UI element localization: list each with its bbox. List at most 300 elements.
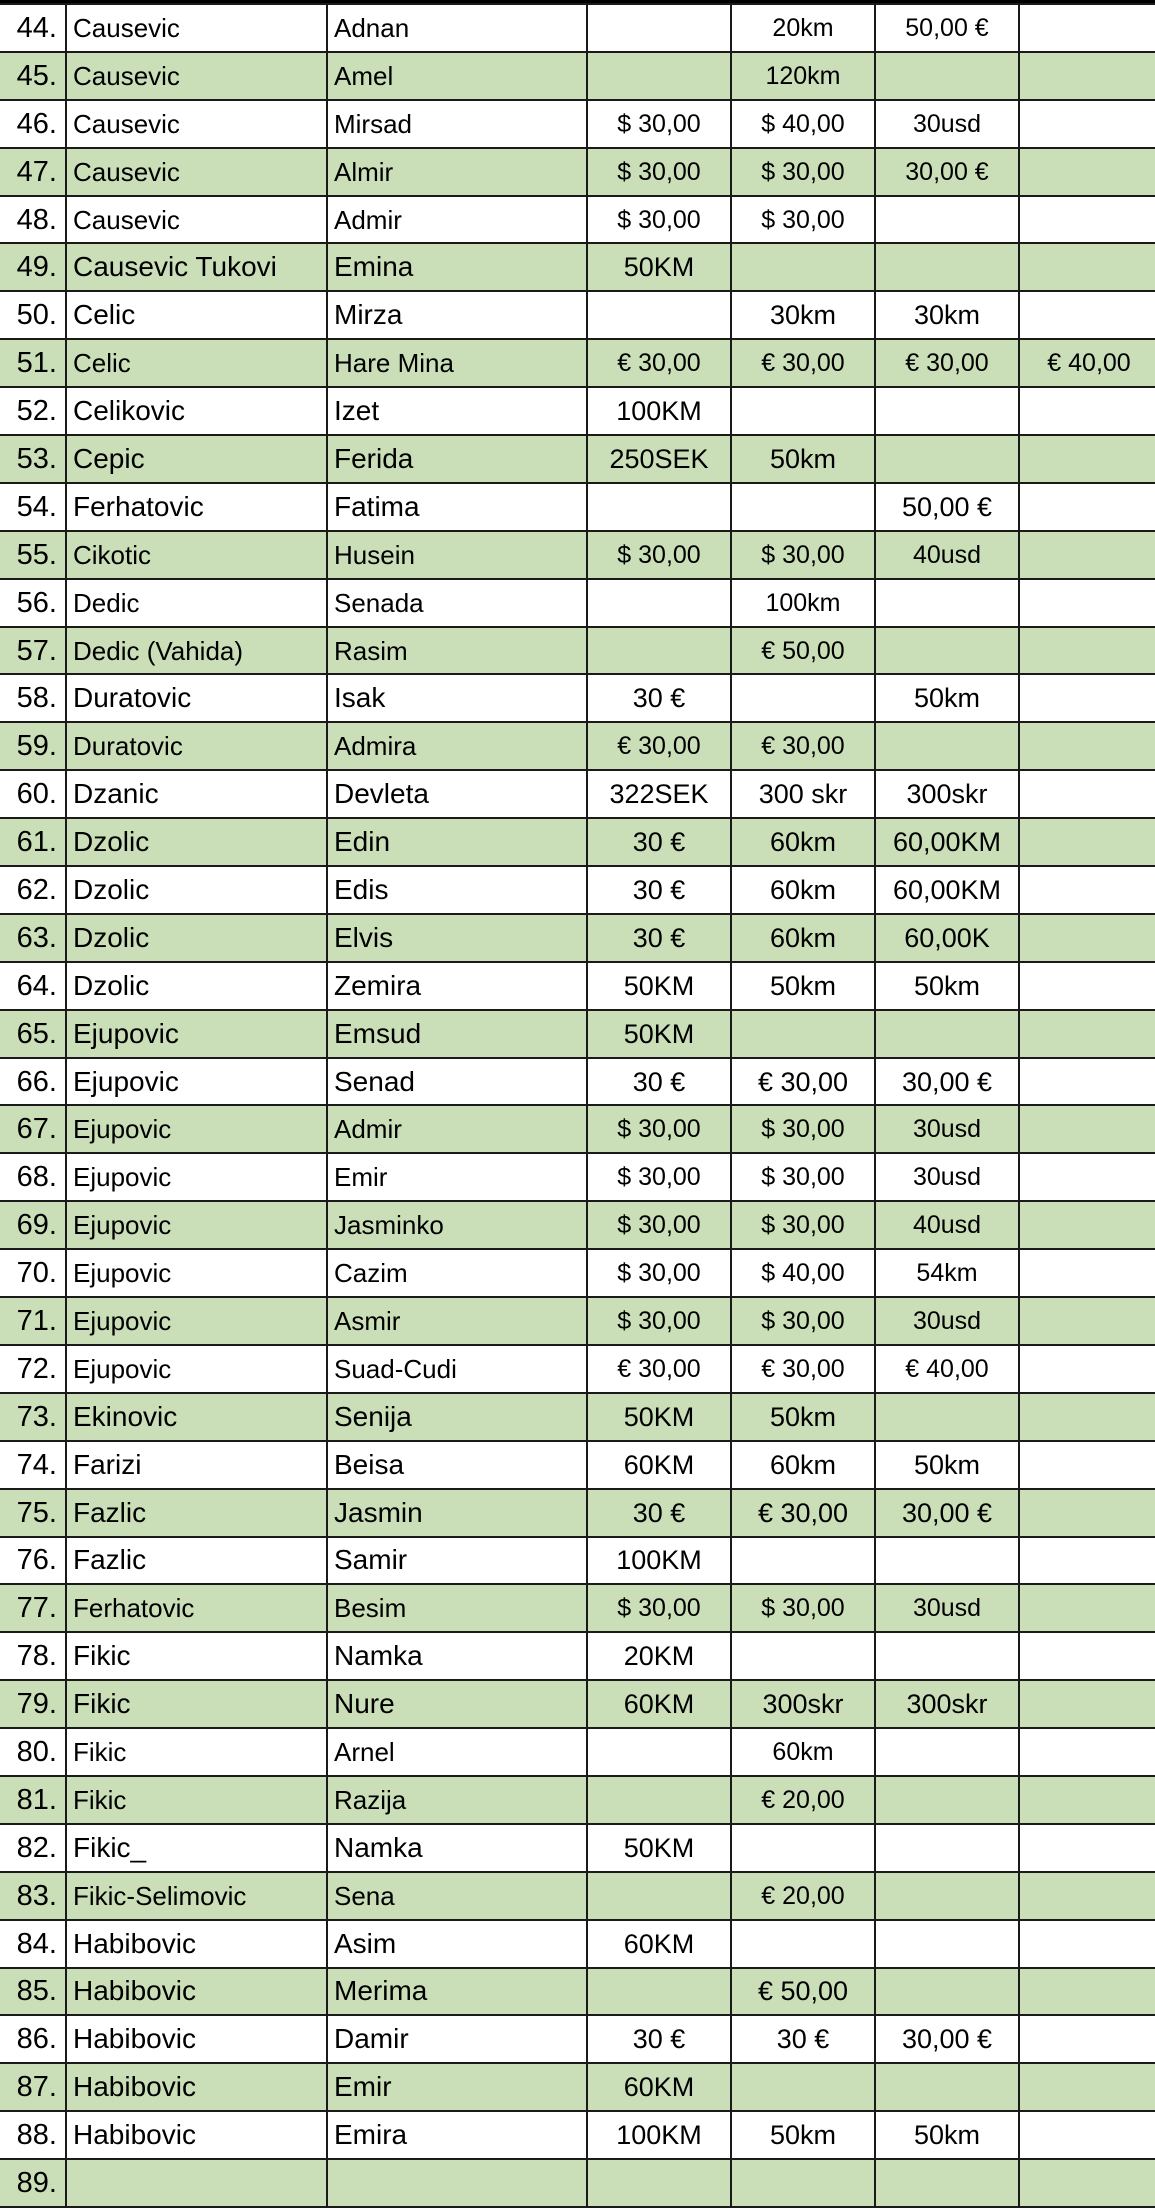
amount-cell-2[interactable]: $ 30,00 [731, 148, 875, 196]
first-name-cell[interactable]: Asim [327, 1920, 587, 1968]
last-name-cell[interactable]: Dedic (Vahida) [66, 627, 327, 675]
row-number-cell[interactable]: 48. [0, 196, 66, 244]
amount-cell-4[interactable] [1019, 148, 1155, 196]
last-name-cell[interactable]: Ejupovic [66, 1345, 327, 1393]
amount-cell-1[interactable]: $ 30,00 [587, 1153, 731, 1201]
first-name-cell[interactable]: Adnan [327, 4, 587, 52]
amount-cell-2[interactable] [731, 674, 875, 722]
amount-cell-4[interactable] [1019, 196, 1155, 244]
first-name-cell[interactable]: Edin [327, 818, 587, 866]
amount-cell-1[interactable]: 60KM [587, 1441, 731, 1489]
first-name-cell[interactable]: Almir [327, 148, 587, 196]
first-name-cell[interactable]: Emsud [327, 1010, 587, 1058]
amount-cell-3[interactable] [875, 243, 1019, 291]
first-name-cell[interactable]: Asmir [327, 1297, 587, 1345]
row-number-cell[interactable]: 81. [0, 1776, 66, 1824]
amount-cell-3[interactable]: 30km [875, 291, 1019, 339]
last-name-cell[interactable]: Dzolic [66, 962, 327, 1010]
last-name-cell[interactable]: Habibovic [66, 2063, 327, 2111]
last-name-cell[interactable]: Fikic [66, 1632, 327, 1680]
amount-cell-1[interactable]: 100KM [587, 2111, 731, 2159]
amount-cell-1[interactable]: 30 € [587, 1058, 731, 1106]
amount-cell-1[interactable] [587, 4, 731, 52]
amount-cell-3[interactable] [875, 1920, 1019, 1968]
amount-cell-1[interactable]: $ 30,00 [587, 531, 731, 579]
row-number-cell[interactable]: 71. [0, 1297, 66, 1345]
amount-cell-2[interactable]: 50km [731, 962, 875, 1010]
last-name-cell[interactable]: Celic [66, 339, 327, 387]
amount-cell-2[interactable]: $ 30,00 [731, 1297, 875, 1345]
amount-cell-4[interactable] [1019, 722, 1155, 770]
last-name-cell[interactable]: Celikovic [66, 387, 327, 435]
amount-cell-1[interactable]: 60KM [587, 2063, 731, 2111]
amount-cell-1[interactable]: $ 30,00 [587, 148, 731, 196]
amount-cell-3[interactable]: 60,00KM [875, 866, 1019, 914]
amount-cell-4[interactable] [1019, 1105, 1155, 1153]
amount-cell-3[interactable] [875, 52, 1019, 100]
first-name-cell[interactable]: Emir [327, 2063, 587, 2111]
amount-cell-2[interactable]: 50km [731, 1393, 875, 1441]
amount-cell-4[interactable] [1019, 1632, 1155, 1680]
amount-cell-4[interactable] [1019, 1249, 1155, 1297]
amount-cell-3[interactable] [875, 1776, 1019, 1824]
row-number-cell[interactable]: 80. [0, 1728, 66, 1776]
first-name-cell[interactable]: Admir [327, 1105, 587, 1153]
last-name-cell[interactable] [66, 2159, 327, 2207]
amount-cell-3[interactable]: 40usd [875, 531, 1019, 579]
amount-cell-2[interactable]: € 50,00 [731, 1968, 875, 2016]
last-name-cell[interactable]: Habibovic [66, 2015, 327, 2063]
last-name-cell[interactable]: Ekinovic [66, 1393, 327, 1441]
amount-cell-1[interactable]: 50KM [587, 243, 731, 291]
amount-cell-3[interactable]: 30usd [875, 1297, 1019, 1345]
first-name-cell[interactable]: Razija [327, 1776, 587, 1824]
amount-cell-2[interactable] [731, 483, 875, 531]
amount-cell-4[interactable] [1019, 291, 1155, 339]
row-number-cell[interactable]: 72. [0, 1345, 66, 1393]
last-name-cell[interactable]: Habibovic [66, 1920, 327, 1968]
last-name-cell[interactable]: Fazlic [66, 1537, 327, 1585]
amount-cell-3[interactable]: 30,00 € [875, 148, 1019, 196]
amount-cell-1[interactable] [587, 1728, 731, 1776]
last-name-cell[interactable]: Ejupovic [66, 1201, 327, 1249]
first-name-cell[interactable]: Besim [327, 1584, 587, 1632]
amount-cell-3[interactable]: 50km [875, 962, 1019, 1010]
amount-cell-4[interactable] [1019, 100, 1155, 148]
row-number-cell[interactable]: 70. [0, 1249, 66, 1297]
amount-cell-4[interactable] [1019, 387, 1155, 435]
first-name-cell[interactable]: Nure [327, 1680, 587, 1728]
amount-cell-2[interactable]: € 30,00 [731, 339, 875, 387]
row-number-cell[interactable]: 63. [0, 914, 66, 962]
amount-cell-4[interactable] [1019, 4, 1155, 52]
first-name-cell[interactable]: Emira [327, 2111, 587, 2159]
amount-cell-1[interactable] [587, 52, 731, 100]
amount-cell-2[interactable]: $ 30,00 [731, 1105, 875, 1153]
amount-cell-1[interactable]: 30 € [587, 674, 731, 722]
amount-cell-3[interactable]: 300skr [875, 1680, 1019, 1728]
row-number-cell[interactable]: 83. [0, 1872, 66, 1920]
amount-cell-1[interactable]: 30 € [587, 2015, 731, 2063]
amount-cell-3[interactable]: 54km [875, 1249, 1019, 1297]
last-name-cell[interactable]: Fikic [66, 1776, 327, 1824]
last-name-cell[interactable]: Ejupovic [66, 1058, 327, 1106]
amount-cell-4[interactable] [1019, 1537, 1155, 1585]
amount-cell-3[interactable] [875, 722, 1019, 770]
amount-cell-3[interactable] [875, 196, 1019, 244]
amount-cell-3[interactable] [875, 1537, 1019, 1585]
row-number-cell[interactable]: 60. [0, 770, 66, 818]
row-number-cell[interactable]: 74. [0, 1441, 66, 1489]
last-name-cell[interactable]: Ejupovic [66, 1153, 327, 1201]
amount-cell-2[interactable]: € 30,00 [731, 1489, 875, 1537]
amount-cell-2[interactable] [731, 2063, 875, 2111]
first-name-cell[interactable]: Suad-Cudi [327, 1345, 587, 1393]
amount-cell-1[interactable]: 100KM [587, 387, 731, 435]
first-name-cell[interactable]: Rasim [327, 627, 587, 675]
amount-cell-4[interactable] [1019, 1824, 1155, 1872]
amount-cell-2[interactable] [731, 243, 875, 291]
last-name-cell[interactable]: Causevic [66, 148, 327, 196]
amount-cell-1[interactable]: 50KM [587, 1393, 731, 1441]
amount-cell-4[interactable] [1019, 1058, 1155, 1106]
amount-cell-4[interactable] [1019, 770, 1155, 818]
amount-cell-4[interactable] [1019, 818, 1155, 866]
row-number-cell[interactable]: 49. [0, 243, 66, 291]
amount-cell-2[interactable]: 120km [731, 52, 875, 100]
amount-cell-2[interactable] [731, 1537, 875, 1585]
amount-cell-2[interactable]: $ 40,00 [731, 100, 875, 148]
row-number-cell[interactable]: 59. [0, 722, 66, 770]
last-name-cell[interactable]: Fazlic [66, 1489, 327, 1537]
amount-cell-2[interactable]: 60km [731, 866, 875, 914]
amount-cell-1[interactable]: 30 € [587, 1489, 731, 1537]
amount-cell-4[interactable] [1019, 1776, 1155, 1824]
row-number-cell[interactable]: 52. [0, 387, 66, 435]
first-name-cell[interactable]: Emina [327, 243, 587, 291]
amount-cell-2[interactable]: € 30,00 [731, 722, 875, 770]
amount-cell-2[interactable]: $ 40,00 [731, 1249, 875, 1297]
amount-cell-3[interactable]: 30usd [875, 100, 1019, 148]
amount-cell-3[interactable]: 50km [875, 2111, 1019, 2159]
first-name-cell[interactable]: Isak [327, 674, 587, 722]
amount-cell-1[interactable] [587, 579, 731, 627]
amount-cell-1[interactable]: 50KM [587, 962, 731, 1010]
first-name-cell[interactable]: Hare Mina [327, 339, 587, 387]
amount-cell-1[interactable]: 100KM [587, 1537, 731, 1585]
amount-cell-2[interactable]: 50km [731, 435, 875, 483]
amount-cell-1[interactable]: 50KM [587, 1010, 731, 1058]
amount-cell-2[interactable]: 60km [731, 914, 875, 962]
first-name-cell[interactable]: Mirza [327, 291, 587, 339]
row-number-cell[interactable]: 73. [0, 1393, 66, 1441]
amount-cell-3[interactable]: € 40,00 [875, 1345, 1019, 1393]
first-name-cell[interactable]: Sena [327, 1872, 587, 1920]
amount-cell-1[interactable]: $ 30,00 [587, 1105, 731, 1153]
amount-cell-2[interactable]: $ 30,00 [731, 1153, 875, 1201]
row-number-cell[interactable]: 54. [0, 483, 66, 531]
amount-cell-2[interactable] [731, 1632, 875, 1680]
amount-cell-1[interactable]: € 30,00 [587, 1345, 731, 1393]
first-name-cell[interactable]: Admir [327, 196, 587, 244]
amount-cell-4[interactable] [1019, 2159, 1155, 2207]
amount-cell-3[interactable]: 40usd [875, 1201, 1019, 1249]
last-name-cell[interactable]: Dzolic [66, 866, 327, 914]
amount-cell-3[interactable]: 30,00 € [875, 1489, 1019, 1537]
row-number-cell[interactable]: 56. [0, 579, 66, 627]
last-name-cell[interactable]: Ejupovic [66, 1010, 327, 1058]
amount-cell-3[interactable]: 60,00KM [875, 818, 1019, 866]
first-name-cell[interactable]: Husein [327, 531, 587, 579]
first-name-cell[interactable]: Admira [327, 722, 587, 770]
row-number-cell[interactable]: 55. [0, 531, 66, 579]
amount-cell-4[interactable] [1019, 866, 1155, 914]
first-name-cell[interactable]: Izet [327, 387, 587, 435]
row-number-cell[interactable]: 88. [0, 2111, 66, 2159]
amount-cell-4[interactable] [1019, 627, 1155, 675]
amount-cell-4[interactable] [1019, 1680, 1155, 1728]
amount-cell-2[interactable] [731, 1824, 875, 1872]
amount-cell-3[interactable]: 30usd [875, 1153, 1019, 1201]
row-number-cell[interactable]: 58. [0, 674, 66, 722]
row-number-cell[interactable]: 50. [0, 291, 66, 339]
last-name-cell[interactable]: Duratovic [66, 674, 327, 722]
last-name-cell[interactable]: Fikic [66, 1728, 327, 1776]
last-name-cell[interactable]: Cepic [66, 435, 327, 483]
amount-cell-4[interactable] [1019, 1968, 1155, 2016]
amount-cell-2[interactable]: 60km [731, 1441, 875, 1489]
row-number-cell[interactable]: 62. [0, 866, 66, 914]
amount-cell-2[interactable] [731, 1010, 875, 1058]
last-name-cell[interactable]: Cikotic [66, 531, 327, 579]
row-number-cell[interactable]: 64. [0, 962, 66, 1010]
row-number-cell[interactable]: 69. [0, 1201, 66, 1249]
amount-cell-3[interactable]: 50,00 € [875, 483, 1019, 531]
amount-cell-3[interactable]: € 30,00 [875, 339, 1019, 387]
row-number-cell[interactable]: 44. [0, 4, 66, 52]
amount-cell-1[interactable]: $ 30,00 [587, 1201, 731, 1249]
amount-cell-3[interactable]: 30,00 € [875, 2015, 1019, 2063]
amount-cell-3[interactable] [875, 1393, 1019, 1441]
amount-cell-1[interactable]: 60KM [587, 1920, 731, 1968]
first-name-cell[interactable]: Damir [327, 2015, 587, 2063]
last-name-cell[interactable]: Dedic [66, 579, 327, 627]
amount-cell-1[interactable] [587, 1968, 731, 2016]
first-name-cell[interactable]: Samir [327, 1537, 587, 1585]
amount-cell-4[interactable] [1019, 1584, 1155, 1632]
amount-cell-1[interactable]: 322SEK [587, 770, 731, 818]
amount-cell-4[interactable] [1019, 2015, 1155, 2063]
amount-cell-4[interactable] [1019, 1441, 1155, 1489]
amount-cell-4[interactable] [1019, 483, 1155, 531]
last-name-cell[interactable]: Ejupovic [66, 1105, 327, 1153]
amount-cell-4[interactable] [1019, 2063, 1155, 2111]
last-name-cell[interactable]: Causevic [66, 100, 327, 148]
last-name-cell[interactable]: Fikic-Selimovic [66, 1872, 327, 1920]
amount-cell-3[interactable]: 30usd [875, 1584, 1019, 1632]
last-name-cell[interactable]: Celic [66, 291, 327, 339]
first-name-cell[interactable]: Merima [327, 1968, 587, 2016]
first-name-cell[interactable]: Senad [327, 1058, 587, 1106]
amount-cell-2[interactable]: $ 30,00 [731, 1584, 875, 1632]
first-name-cell[interactable]: Emir [327, 1153, 587, 1201]
amount-cell-4[interactable] [1019, 1010, 1155, 1058]
amount-cell-4[interactable] [1019, 1489, 1155, 1537]
row-number-cell[interactable]: 66. [0, 1058, 66, 1106]
row-number-cell[interactable]: 67. [0, 1105, 66, 1153]
amount-cell-1[interactable]: $ 30,00 [587, 1584, 731, 1632]
amount-cell-2[interactable] [731, 2159, 875, 2207]
amount-cell-3[interactable]: 300skr [875, 770, 1019, 818]
last-name-cell[interactable]: Causevic Tukovi [66, 243, 327, 291]
row-number-cell[interactable]: 89. [0, 2159, 66, 2207]
row-number-cell[interactable]: 77. [0, 1584, 66, 1632]
amount-cell-3[interactable] [875, 627, 1019, 675]
amount-cell-1[interactable]: $ 30,00 [587, 1297, 731, 1345]
amount-cell-4[interactable] [1019, 2111, 1155, 2159]
last-name-cell[interactable]: Duratovic [66, 722, 327, 770]
first-name-cell[interactable]: Mirsad [327, 100, 587, 148]
row-number-cell[interactable]: 78. [0, 1632, 66, 1680]
amount-cell-3[interactable]: 60,00K [875, 914, 1019, 962]
amount-cell-3[interactable] [875, 435, 1019, 483]
amount-cell-4[interactable] [1019, 1728, 1155, 1776]
row-number-cell[interactable]: 65. [0, 1010, 66, 1058]
amount-cell-3[interactable]: 50,00 € [875, 4, 1019, 52]
amount-cell-1[interactable]: $ 30,00 [587, 1249, 731, 1297]
amount-cell-1[interactable]: € 30,00 [587, 339, 731, 387]
row-number-cell[interactable]: 61. [0, 818, 66, 866]
amount-cell-2[interactable] [731, 387, 875, 435]
amount-cell-2[interactable]: 30 € [731, 2015, 875, 2063]
first-name-cell[interactable]: Arnel [327, 1728, 587, 1776]
amount-cell-4[interactable] [1019, 435, 1155, 483]
amount-cell-3[interactable] [875, 1632, 1019, 1680]
first-name-cell[interactable]: Senija [327, 1393, 587, 1441]
amount-cell-3[interactable] [875, 1968, 1019, 2016]
row-number-cell[interactable]: 46. [0, 100, 66, 148]
amount-cell-1[interactable]: 30 € [587, 914, 731, 962]
last-name-cell[interactable]: Ejupovic [66, 1249, 327, 1297]
amount-cell-1[interactable]: 30 € [587, 818, 731, 866]
amount-cell-2[interactable]: 60km [731, 1728, 875, 1776]
last-name-cell[interactable]: Ferhatovic [66, 1584, 327, 1632]
amount-cell-1[interactable] [587, 627, 731, 675]
row-number-cell[interactable]: 84. [0, 1920, 66, 1968]
first-name-cell[interactable]: Namka [327, 1824, 587, 1872]
amount-cell-2[interactable]: $ 30,00 [731, 1201, 875, 1249]
amount-cell-1[interactable]: 250SEK [587, 435, 731, 483]
amount-cell-4[interactable] [1019, 1153, 1155, 1201]
last-name-cell[interactable]: Habibovic [66, 2111, 327, 2159]
last-name-cell[interactable]: Causevic [66, 52, 327, 100]
row-number-cell[interactable]: 87. [0, 2063, 66, 2111]
first-name-cell[interactable]: Fatima [327, 483, 587, 531]
first-name-cell[interactable]: Senada [327, 579, 587, 627]
amount-cell-1[interactable]: € 30,00 [587, 722, 731, 770]
last-name-cell[interactable]: Causevic [66, 4, 327, 52]
amount-cell-2[interactable]: 50km [731, 2111, 875, 2159]
row-number-cell[interactable]: 47. [0, 148, 66, 196]
amount-cell-2[interactable]: € 50,00 [731, 627, 875, 675]
amount-cell-2[interactable]: € 30,00 [731, 1058, 875, 1106]
last-name-cell[interactable]: Dzolic [66, 914, 327, 962]
first-name-cell[interactable]: Devleta [327, 770, 587, 818]
amount-cell-1[interactable]: 30 € [587, 866, 731, 914]
row-number-cell[interactable]: 45. [0, 52, 66, 100]
amount-cell-4[interactable] [1019, 962, 1155, 1010]
amount-cell-3[interactable]: 50km [875, 1441, 1019, 1489]
last-name-cell[interactable]: Ferhatovic [66, 483, 327, 531]
amount-cell-4[interactable] [1019, 914, 1155, 962]
last-name-cell[interactable]: Farizi [66, 1441, 327, 1489]
amount-cell-4[interactable] [1019, 1345, 1155, 1393]
amount-cell-2[interactable]: $ 30,00 [731, 531, 875, 579]
last-name-cell[interactable]: Ejupovic [66, 1297, 327, 1345]
first-name-cell[interactable] [327, 2159, 587, 2207]
amount-cell-2[interactable]: 100km [731, 579, 875, 627]
last-name-cell[interactable]: Dzolic [66, 818, 327, 866]
row-number-cell[interactable]: 75. [0, 1489, 66, 1537]
amount-cell-1[interactable]: 20KM [587, 1632, 731, 1680]
amount-cell-4[interactable] [1019, 531, 1155, 579]
amount-cell-1[interactable] [587, 483, 731, 531]
row-number-cell[interactable]: 57. [0, 627, 66, 675]
amount-cell-2[interactable]: 300skr [731, 1680, 875, 1728]
amount-cell-4[interactable] [1019, 1920, 1155, 1968]
amount-cell-2[interactable]: 60km [731, 818, 875, 866]
row-number-cell[interactable]: 76. [0, 1537, 66, 1585]
amount-cell-1[interactable]: 50KM [587, 1824, 731, 1872]
row-number-cell[interactable]: 82. [0, 1824, 66, 1872]
first-name-cell[interactable]: Elvis [327, 914, 587, 962]
amount-cell-2[interactable]: 300 skr [731, 770, 875, 818]
amount-cell-3[interactable] [875, 1872, 1019, 1920]
amount-cell-4[interactable] [1019, 1872, 1155, 1920]
amount-cell-1[interactable] [587, 1776, 731, 1824]
amount-cell-4[interactable] [1019, 674, 1155, 722]
row-number-cell[interactable]: 51. [0, 339, 66, 387]
first-name-cell[interactable]: Ferida [327, 435, 587, 483]
amount-cell-2[interactable]: 20km [731, 4, 875, 52]
last-name-cell[interactable]: Causevic [66, 196, 327, 244]
amount-cell-3[interactable] [875, 1010, 1019, 1058]
last-name-cell[interactable]: Habibovic [66, 1968, 327, 2016]
amount-cell-1[interactable]: 60KM [587, 1680, 731, 1728]
amount-cell-4[interactable] [1019, 1297, 1155, 1345]
amount-cell-3[interactable] [875, 2063, 1019, 2111]
amount-cell-3[interactable] [875, 387, 1019, 435]
amount-cell-4[interactable] [1019, 1393, 1155, 1441]
amount-cell-1[interactable]: $ 30,00 [587, 100, 731, 148]
amount-cell-3[interactable] [875, 579, 1019, 627]
amount-cell-2[interactable]: $ 30,00 [731, 196, 875, 244]
amount-cell-2[interactable] [731, 1920, 875, 1968]
amount-cell-4[interactable] [1019, 1201, 1155, 1249]
first-name-cell[interactable]: Zemira [327, 962, 587, 1010]
first-name-cell[interactable]: Edis [327, 866, 587, 914]
row-number-cell[interactable]: 53. [0, 435, 66, 483]
row-number-cell[interactable]: 85. [0, 1968, 66, 2016]
amount-cell-4[interactable] [1019, 579, 1155, 627]
first-name-cell[interactable]: Jasminko [327, 1201, 587, 1249]
amount-cell-1[interactable] [587, 2159, 731, 2207]
row-number-cell[interactable]: 86. [0, 2015, 66, 2063]
last-name-cell[interactable]: Fikic_ [66, 1824, 327, 1872]
first-name-cell[interactable]: Amel [327, 52, 587, 100]
amount-cell-4[interactable]: € 40,00 [1019, 339, 1155, 387]
amount-cell-2[interactable]: 30km [731, 291, 875, 339]
